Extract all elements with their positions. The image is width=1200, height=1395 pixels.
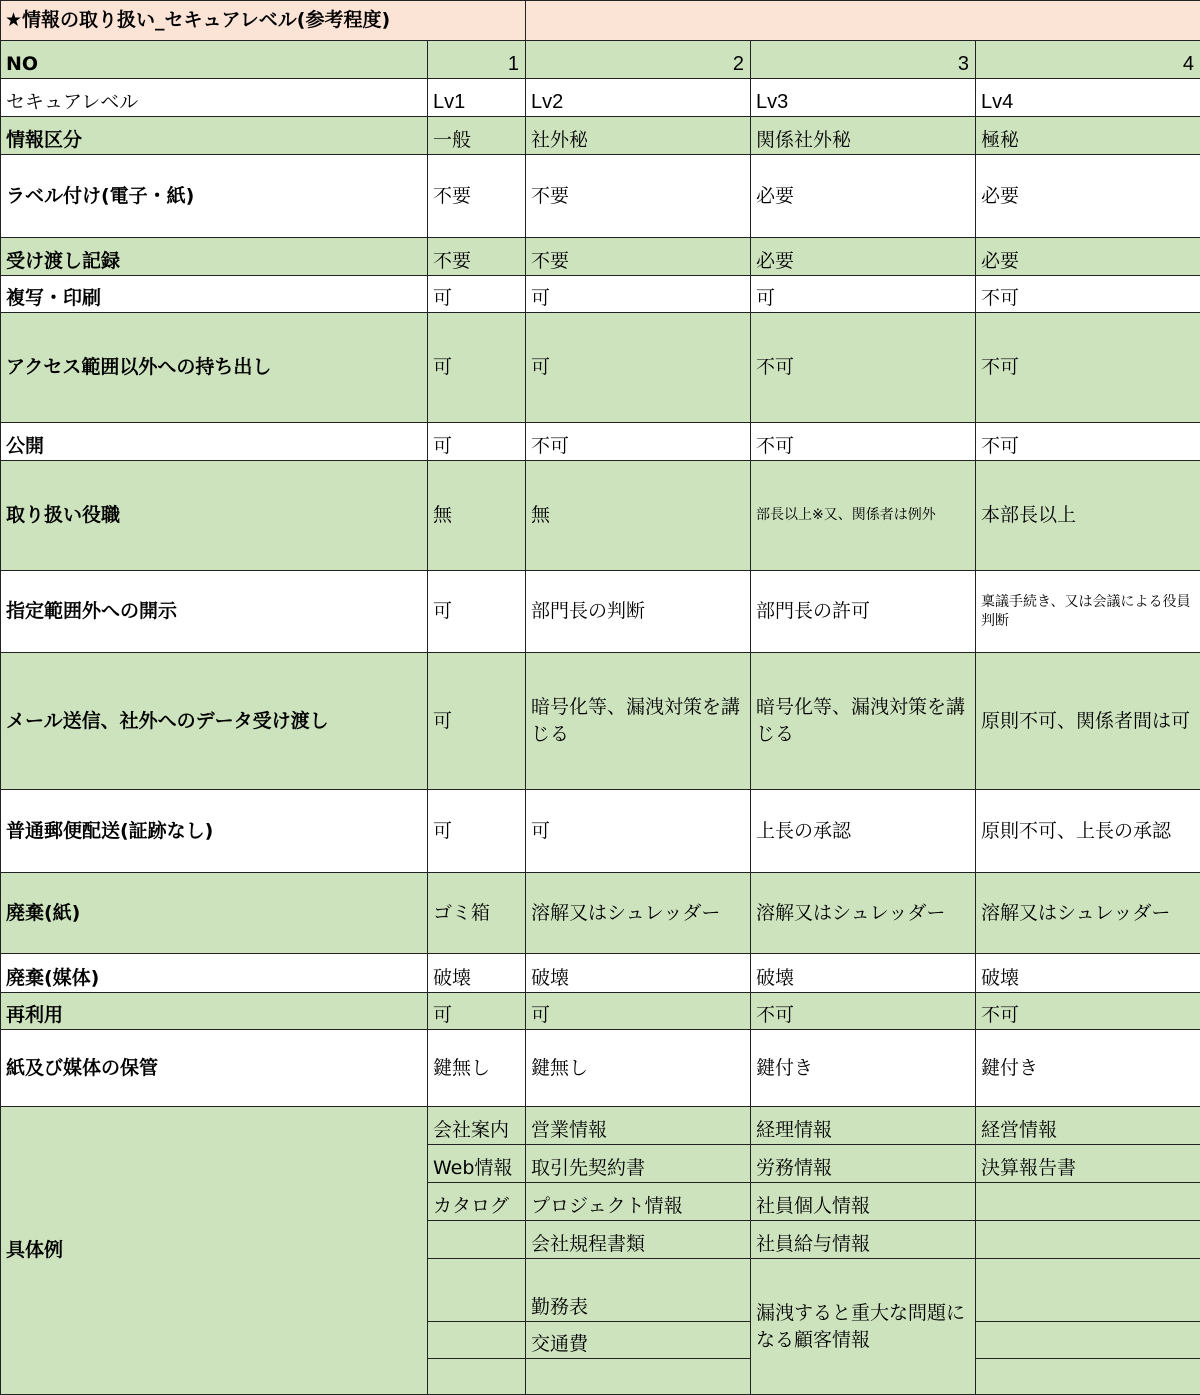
col-number-1[interactable]: 1 [428, 41, 526, 79]
cell[interactable]: 不要 [526, 238, 751, 276]
cell[interactable]: 溶解又はシュレッダー [526, 873, 751, 954]
cell[interactable]: 鍵無し [428, 1030, 526, 1107]
cell[interactable]: 極秘 [976, 117, 1200, 155]
cell[interactable]: 一般 [428, 117, 526, 155]
row-label-labeling[interactable]: ラベル付け(電子・紙) [1, 155, 428, 238]
cell[interactable]: 鍵付き [751, 1030, 976, 1107]
row-label-role[interactable]: 取り扱い役職 [1, 461, 428, 571]
example-cell[interactable]: 社員個人情報 [751, 1183, 976, 1221]
cell[interactable]: 上長の承認 [751, 790, 976, 873]
cell[interactable]: 可 [428, 423, 526, 461]
cell[interactable]: 破壊 [526, 954, 751, 993]
cell[interactable]: 部門長の許可 [751, 571, 976, 653]
row-label-handover-record[interactable]: 受け渡し記録 [1, 238, 428, 276]
cell[interactable]: 無 [428, 461, 526, 571]
cell[interactable]: 本部長以上 [976, 461, 1200, 571]
example-cell[interactable]: 社員給与情報 [751, 1221, 976, 1259]
example-cell[interactable]: 決算報告書 [976, 1145, 1200, 1183]
example-cell[interactable] [976, 1259, 1200, 1322]
cell[interactable]: 不可 [976, 313, 1200, 423]
example-cell[interactable]: 交通費 [526, 1322, 751, 1359]
example-cell[interactable] [976, 1322, 1200, 1359]
cell[interactable]: 鍵無し [526, 1030, 751, 1107]
cell[interactable]: 不可 [976, 993, 1200, 1030]
cell[interactable]: 可 [526, 313, 751, 423]
cell[interactable]: 可 [428, 993, 526, 1030]
row-label-disposal-paper[interactable]: 廃棄(紙) [1, 873, 428, 954]
col-number-4[interactable]: 4 [976, 41, 1200, 79]
cell[interactable]: 可 [526, 790, 751, 873]
example-cell[interactable] [428, 1221, 526, 1259]
example-cell[interactable]: 営業情報 [526, 1107, 751, 1145]
cell[interactable]: 破壊 [428, 954, 526, 993]
cell[interactable]: 可 [751, 276, 976, 313]
example-cell[interactable]: 労務情報 [751, 1145, 976, 1183]
cell[interactable]: 不要 [428, 238, 526, 276]
cell[interactable]: 可 [428, 571, 526, 653]
cell[interactable]: 原則不可、関係者間は可 [976, 653, 1200, 790]
cell-lv2[interactable]: Lv2 [526, 79, 751, 117]
example-cell[interactable]: 会社案内 [428, 1107, 526, 1145]
row-label-info-category[interactable]: 情報区分 [1, 117, 428, 155]
example-cell[interactable] [428, 1359, 526, 1395]
example-cell[interactable] [976, 1221, 1200, 1259]
cell[interactable]: ゴミ箱 [428, 873, 526, 954]
title-fill[interactable] [526, 1, 1200, 41]
example-cell[interactable] [428, 1259, 526, 1322]
cell[interactable]: 不可 [526, 423, 751, 461]
cell[interactable]: 社外秘 [526, 117, 751, 155]
example-cell[interactable] [526, 1359, 751, 1395]
row-label-postal-mail[interactable]: 普通郵便配送(証跡なし) [1, 790, 428, 873]
example-cell[interactable]: 勤務表 [526, 1259, 751, 1322]
row-label-publish[interactable]: 公開 [1, 423, 428, 461]
cell[interactable]: 溶解又はシュレッダー [751, 873, 976, 954]
cell[interactable]: 必要 [751, 155, 976, 238]
row-label-disclosure[interactable]: 指定範囲外への開示 [1, 571, 428, 653]
cell[interactable]: 不要 [428, 155, 526, 238]
cell[interactable]: 必要 [751, 238, 976, 276]
example-cell[interactable]: 経理情報 [751, 1107, 976, 1145]
cell[interactable]: 不可 [751, 423, 976, 461]
cell[interactable]: 稟議手続き、又は会議による役員判断 [976, 571, 1200, 653]
row-label-storage[interactable]: 紙及び媒体の保管 [1, 1030, 428, 1107]
example-cell[interactable] [976, 1359, 1200, 1395]
no-label[interactable]: NO [1, 41, 428, 79]
cell-lv4[interactable]: Lv4 [976, 79, 1200, 117]
row-label-secure-level[interactable]: セキュアレベル [1, 79, 428, 117]
cell[interactable]: 不可 [751, 313, 976, 423]
row-label-take-out[interactable]: アクセス範囲以外への持ち出し [1, 313, 428, 423]
cell[interactable]: 無 [526, 461, 751, 571]
row-label-examples[interactable]: 具体例 [1, 1107, 428, 1395]
cell[interactable]: 不可 [976, 276, 1200, 313]
example-cell[interactable]: 漏洩すると重大な問題になる顧客情報 [751, 1259, 976, 1395]
example-cell[interactable]: 会社規程書類 [526, 1221, 751, 1259]
row-label-email[interactable]: メール送信、社外へのデータ受け渡し [1, 653, 428, 790]
cell[interactable]: 破壊 [751, 954, 976, 993]
cell[interactable]: 不要 [526, 155, 751, 238]
example-cell[interactable] [428, 1322, 526, 1359]
example-cell[interactable]: プロジェクト情報 [526, 1183, 751, 1221]
cell[interactable]: 可 [428, 790, 526, 873]
cell[interactable]: 不可 [751, 993, 976, 1030]
row-label-disposal-media[interactable]: 廃棄(媒体) [1, 954, 428, 993]
cell[interactable]: 鍵付き [976, 1030, 1200, 1107]
row-label-copy-print[interactable]: 複写・印刷 [1, 276, 428, 313]
cell[interactable]: 暗号化等、漏洩対策を講じる [751, 653, 976, 790]
cell[interactable]: 可 [428, 653, 526, 790]
cell-lv1[interactable]: Lv1 [428, 79, 526, 117]
cell[interactable]: 可 [526, 276, 751, 313]
col-number-2[interactable]: 2 [526, 41, 751, 79]
col-number-3[interactable]: 3 [751, 41, 976, 79]
example-cell[interactable]: Web情報 [428, 1145, 526, 1183]
cell[interactable]: 暗号化等、漏洩対策を講じる [526, 653, 751, 790]
cell[interactable]: 関係社外秘 [751, 117, 976, 155]
cell-lv3[interactable]: Lv3 [751, 79, 976, 117]
cell[interactable]: 必要 [976, 155, 1200, 238]
row-label-reuse[interactable]: 再利用 [1, 993, 428, 1030]
example-cell[interactable] [976, 1183, 1200, 1221]
cell[interactable]: 可 [428, 313, 526, 423]
cell[interactable]: 原則不可、上長の承認 [976, 790, 1200, 873]
cell[interactable]: 必要 [976, 238, 1200, 276]
example-cell[interactable]: カタログ [428, 1183, 526, 1221]
example-cell[interactable]: 取引先契約書 [526, 1145, 751, 1183]
cell[interactable]: 可 [526, 993, 751, 1030]
cell[interactable]: 不可 [976, 423, 1200, 461]
cell[interactable]: 破壊 [976, 954, 1200, 993]
cell[interactable]: 部門長の判断 [526, 571, 751, 653]
example-cell[interactable]: 経営情報 [976, 1107, 1200, 1145]
cell[interactable]: 部長以上※又、関係者は例外 [751, 461, 976, 571]
sheet-title[interactable]: ★情報の取り扱い_セキュアレベル(参考程度) [1, 1, 526, 41]
cell[interactable]: 溶解又はシュレッダー [976, 873, 1200, 954]
cell[interactable]: 可 [428, 276, 526, 313]
